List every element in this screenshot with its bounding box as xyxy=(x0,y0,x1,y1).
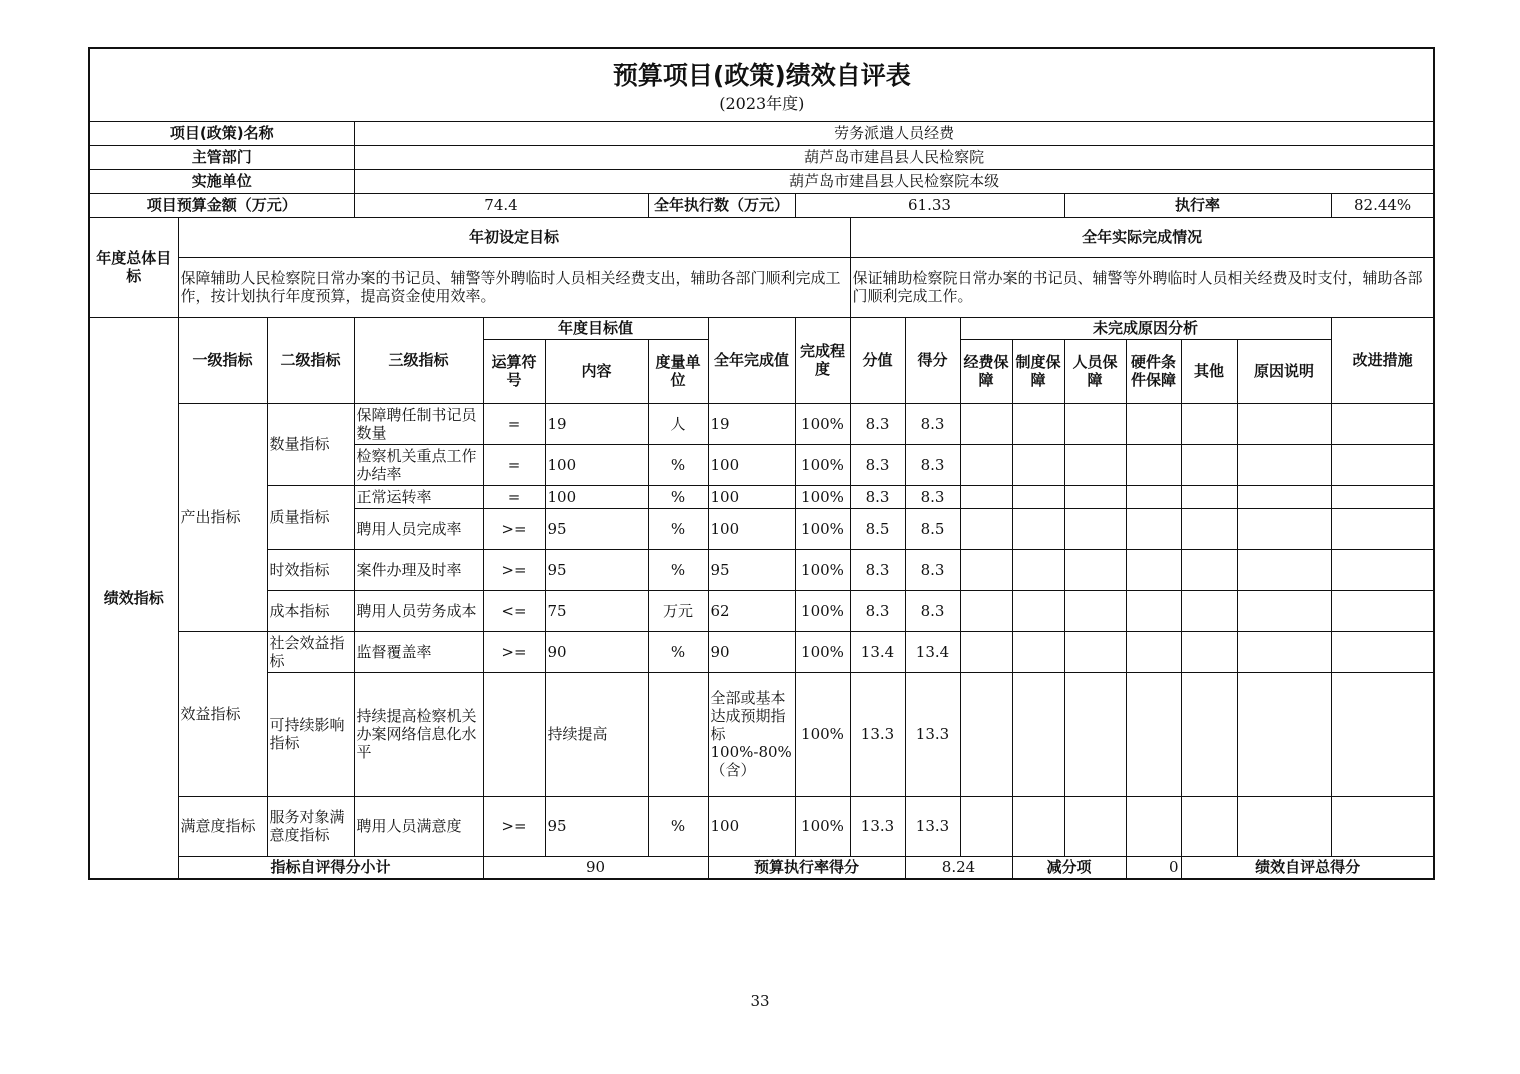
score-cell: 8.3 xyxy=(905,549,960,590)
unit-cell: % xyxy=(648,796,708,856)
exec-value: 61.33 xyxy=(795,193,1064,217)
score-cell: 8.5 xyxy=(905,508,960,549)
degree-cell: 100% xyxy=(795,590,850,631)
weight-cell: 13.3 xyxy=(850,796,905,856)
empty-cell xyxy=(1331,485,1434,508)
l3-cell: 监督覆盖率 xyxy=(354,631,483,672)
actual-cell: 62 xyxy=(708,590,795,631)
degree-cell: 100% xyxy=(795,672,850,796)
empty-cell xyxy=(1012,508,1064,549)
empty-cell xyxy=(1237,549,1331,590)
empty-cell xyxy=(1181,508,1237,549)
empty-cell xyxy=(1126,672,1181,796)
empty-cell xyxy=(960,508,1012,549)
empty-cell xyxy=(1181,403,1237,444)
empty-cell xyxy=(1064,444,1126,485)
empty-cell xyxy=(960,631,1012,672)
category-quantity: 数量指标 xyxy=(267,403,354,485)
degree-cell: 100% xyxy=(795,549,850,590)
score-cell: 8.3 xyxy=(905,444,960,485)
title-cell xyxy=(89,48,1434,121)
category-quality: 质量指标 xyxy=(267,485,354,549)
score-cell: 13.4 xyxy=(905,631,960,672)
weight-cell: 8.5 xyxy=(850,508,905,549)
actual-cell: 100 xyxy=(708,508,795,549)
category-output: 产出指标 xyxy=(178,403,267,631)
weight-cell: 8.3 xyxy=(850,549,905,590)
unit-cell xyxy=(648,672,708,796)
empty-cell xyxy=(1064,672,1126,796)
degree-cell: 100% xyxy=(795,403,850,444)
empty-cell xyxy=(1126,631,1181,672)
op-cell xyxy=(483,672,545,796)
goal-actual-label: 全年实际完成情况 xyxy=(850,217,1434,257)
empty-cell xyxy=(1064,590,1126,631)
header-degree: 完成程度 xyxy=(795,317,850,403)
empty-cell xyxy=(960,672,1012,796)
subtotal-label: 指标自评得分小计 xyxy=(178,856,483,879)
content-cell: 95 xyxy=(545,796,648,856)
empty-cell xyxy=(1181,485,1237,508)
empty-cell xyxy=(1237,590,1331,631)
score-cell: 8.3 xyxy=(905,485,960,508)
empty-cell xyxy=(1012,672,1064,796)
actual-cell: 100 xyxy=(708,485,795,508)
empty-cell xyxy=(1181,444,1237,485)
page-number: 33 xyxy=(750,992,770,1010)
empty-cell xyxy=(1064,549,1126,590)
empty-cell xyxy=(1181,796,1237,856)
empty-cell xyxy=(1064,485,1126,508)
header-r-fund: 经费保障 xyxy=(960,339,1012,403)
empty-cell xyxy=(960,444,1012,485)
content-cell: 19 xyxy=(545,403,648,444)
unit-cell: % xyxy=(648,631,708,672)
header-r-other: 其他 xyxy=(1181,339,1237,403)
empty-cell xyxy=(1331,508,1434,549)
content-cell: 95 xyxy=(545,549,648,590)
score-cell: 8.3 xyxy=(905,403,960,444)
empty-cell xyxy=(960,796,1012,856)
empty-cell xyxy=(1012,444,1064,485)
category-benefit: 效益指标 xyxy=(178,631,267,796)
deduct-value: 0 xyxy=(1126,856,1181,879)
header-score: 得分 xyxy=(905,317,960,403)
empty-cell xyxy=(1126,549,1181,590)
header-l1: 一级指标 xyxy=(178,317,267,403)
exec-label: 全年执行数（万元） xyxy=(648,193,795,217)
l3-cell: 聘用人员劳务成本 xyxy=(354,590,483,631)
l3-cell: 保障聘任制书记员数量 xyxy=(354,403,483,444)
empty-cell xyxy=(1237,485,1331,508)
actual-cell: 19 xyxy=(708,403,795,444)
header-op: 运算符号 xyxy=(483,339,545,403)
score-cell: 13.3 xyxy=(905,796,960,856)
empty-cell xyxy=(1181,631,1237,672)
content-cell: 100 xyxy=(545,485,648,508)
content-cell: 75 xyxy=(545,590,648,631)
category-social: 社会效益指标 xyxy=(267,631,354,672)
empty-cell xyxy=(960,549,1012,590)
empty-cell xyxy=(1126,403,1181,444)
unit-cell: % xyxy=(648,549,708,590)
table-row xyxy=(89,796,1434,856)
category-timeliness: 时效指标 xyxy=(267,549,354,590)
op-cell: >= xyxy=(483,549,545,590)
perf-indicator-label: 绩效指标 xyxy=(89,317,178,879)
header-content: 内容 xyxy=(545,339,648,403)
header-r-desc: 原因说明 xyxy=(1237,339,1331,403)
header-improve: 改进措施 xyxy=(1331,317,1434,403)
deduct-label: 减分项 xyxy=(1012,856,1126,879)
goal-label: 年度总体目标 xyxy=(89,217,178,317)
unit-cell: % xyxy=(648,444,708,485)
degree-cell: 100% xyxy=(795,485,850,508)
empty-cell xyxy=(1237,796,1331,856)
header-r-staff: 人员保障 xyxy=(1064,339,1126,403)
op-cell: = xyxy=(483,485,545,508)
empty-cell xyxy=(1331,631,1434,672)
empty-cell xyxy=(1012,485,1064,508)
exec-score-value: 8.24 xyxy=(905,856,1012,879)
empty-cell xyxy=(960,485,1012,508)
category-service: 服务对象满意度指标 xyxy=(267,796,354,856)
header-l3: 三级指标 xyxy=(354,317,483,403)
table-row xyxy=(89,631,1434,672)
goal-set-text: 保障辅助人民检察院日常办案的书记员、辅警等外聘临时人员相关经费支出，辅助各部门顺利完成工作，按计划执行年度预算，提高资金使用效率。 xyxy=(178,257,850,317)
empty-cell xyxy=(1237,444,1331,485)
unit-cell: % xyxy=(648,485,708,508)
actual-cell: 95 xyxy=(708,549,795,590)
actual-cell: 90 xyxy=(708,631,795,672)
header-r-hw: 硬件条件保障 xyxy=(1126,339,1181,403)
budget-value: 74.4 xyxy=(354,193,648,217)
empty-cell xyxy=(1064,796,1126,856)
empty-cell xyxy=(1331,549,1434,590)
header-weight: 分值 xyxy=(850,317,905,403)
empty-cell xyxy=(1126,444,1181,485)
content-cell: 100 xyxy=(545,444,648,485)
empty-cell xyxy=(1126,590,1181,631)
empty-cell xyxy=(1012,549,1064,590)
empty-cell xyxy=(1126,796,1181,856)
empty-cell xyxy=(1012,403,1064,444)
weight-cell: 13.4 xyxy=(850,631,905,672)
empty-cell xyxy=(1181,590,1237,631)
degree-cell: 100% xyxy=(795,796,850,856)
category-satisfaction: 满意度指标 xyxy=(178,796,267,856)
header-r-system: 制度保障 xyxy=(1012,339,1064,403)
table-row xyxy=(89,672,1434,796)
score-cell: 8.3 xyxy=(905,590,960,631)
rate-value: 82.44% xyxy=(1331,193,1434,217)
unit-cell: % xyxy=(648,508,708,549)
subtotal-value: 90 xyxy=(483,856,708,879)
empty-cell xyxy=(1331,403,1434,444)
l3-cell: 聘用人员完成率 xyxy=(354,508,483,549)
content-cell: 95 xyxy=(545,508,648,549)
empty-cell xyxy=(1331,796,1434,856)
empty-cell xyxy=(1064,508,1126,549)
page-title: 预算项目(政策)绩效自评表 xyxy=(612,60,911,90)
project-name-label: 项目(政策)名称 xyxy=(89,121,354,145)
header-actual: 全年完成值 xyxy=(708,317,795,403)
l3-cell: 聘用人员满意度 xyxy=(354,796,483,856)
weight-cell: 13.3 xyxy=(850,672,905,796)
empty-cell xyxy=(1064,403,1126,444)
header-l2: 二级指标 xyxy=(267,317,354,403)
year-label: (2023年度) xyxy=(719,93,805,113)
weight-cell: 8.3 xyxy=(850,485,905,508)
empty-cell xyxy=(1237,403,1331,444)
degree-cell: 100% xyxy=(795,631,850,672)
empty-cell xyxy=(1012,796,1064,856)
op-cell: <= xyxy=(483,590,545,631)
empty-cell xyxy=(960,590,1012,631)
table-row xyxy=(89,590,1434,631)
performance-evaluation-table xyxy=(88,47,1435,880)
empty-cell xyxy=(1237,508,1331,549)
empty-cell xyxy=(1012,631,1064,672)
empty-cell xyxy=(1331,590,1434,631)
empty-cell xyxy=(1181,672,1237,796)
op-cell: >= xyxy=(483,508,545,549)
weight-cell: 8.3 xyxy=(850,590,905,631)
score-cell: 13.3 xyxy=(905,672,960,796)
goal-set-label: 年初设定目标 xyxy=(178,217,850,257)
empty-cell xyxy=(1012,590,1064,631)
total-label: 绩效自评总得分 xyxy=(1181,856,1434,879)
budget-label: 项目预算金额（万元） xyxy=(89,193,354,217)
header-reason: 未完成原因分析 xyxy=(960,317,1331,339)
unit-label: 实施单位 xyxy=(89,169,354,193)
table-row xyxy=(89,403,1434,444)
op-cell: >= xyxy=(483,631,545,672)
rate-label: 执行率 xyxy=(1064,193,1331,217)
header-target: 年度目标值 xyxy=(483,317,708,339)
empty-cell xyxy=(1237,672,1331,796)
table-row xyxy=(89,485,1434,508)
actual-cell: 100 xyxy=(708,796,795,856)
actual-cell: 全部或基本达成预期指标100%-80%（含） xyxy=(708,672,795,796)
empty-cell xyxy=(1181,549,1237,590)
degree-cell: 100% xyxy=(795,508,850,549)
l3-cell: 检察机关重点工作办结率 xyxy=(354,444,483,485)
goal-actual-text: 保证辅助检察院日常办案的书记员、辅警等外聘临时人员相关经费及时支付，辅助各部门顺利完成工作。 xyxy=(850,257,1434,317)
empty-cell xyxy=(1331,672,1434,796)
weight-cell: 8.3 xyxy=(850,403,905,444)
empty-cell xyxy=(1237,631,1331,672)
table-row xyxy=(89,549,1434,590)
content-cell: 90 xyxy=(545,631,648,672)
empty-cell xyxy=(960,403,1012,444)
empty-cell xyxy=(1064,631,1126,672)
degree-cell: 100% xyxy=(795,444,850,485)
unit-cell: 人 xyxy=(648,403,708,444)
content-cell: 持续提高 xyxy=(545,672,648,796)
l3-cell: 案件办理及时率 xyxy=(354,549,483,590)
header-unit: 度量单位 xyxy=(648,339,708,403)
actual-cell: 100 xyxy=(708,444,795,485)
empty-cell xyxy=(1126,508,1181,549)
empty-cell xyxy=(1331,444,1434,485)
exec-score-label: 预算执行率得分 xyxy=(708,856,905,879)
op-cell: = xyxy=(483,444,545,485)
unit: 葫芦岛市建昌县人民检察院本级 xyxy=(354,169,1434,193)
op-cell: = xyxy=(483,403,545,444)
category-sustain: 可持续影响指标 xyxy=(267,672,354,796)
l3-cell: 正常运转率 xyxy=(354,485,483,508)
dept-label: 主管部门 xyxy=(89,145,354,169)
l3-cell: 持续提高检察机关办案网络信息化水平 xyxy=(354,672,483,796)
op-cell: >= xyxy=(483,796,545,856)
dept: 葫芦岛市建昌县人民检察院 xyxy=(354,145,1434,169)
category-cost: 成本指标 xyxy=(267,590,354,631)
weight-cell: 8.3 xyxy=(850,444,905,485)
unit-cell: 万元 xyxy=(648,590,708,631)
project-name: 劳务派遣人员经费 xyxy=(354,121,1434,145)
empty-cell xyxy=(1126,485,1181,508)
